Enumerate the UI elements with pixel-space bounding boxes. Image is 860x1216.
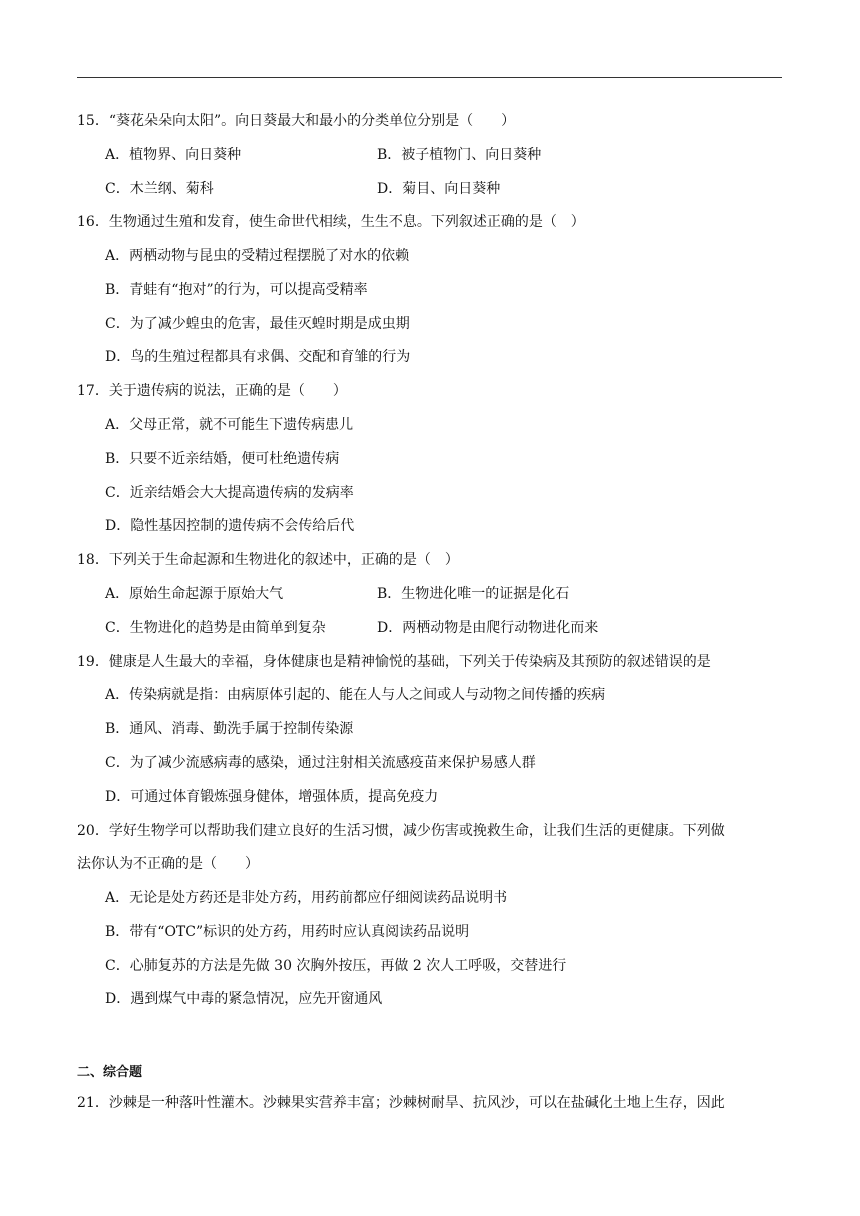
question-19-option-c: C．为了减少流感病毒的感染，通过注射相关流感疫苗来保护易感人群 [105,755,536,771]
question-20-stem-line1: 20．学好生物学可以帮助我们建立良好的生活习惯，减少伤害或挽救生命，让我们生活的更健康。下列做 [77,823,725,839]
section-heading: 二、综合题 [77,1065,143,1080]
question-21-stem-line1: 21．沙棘是一种落叶性灌木。沙棘果实营养丰富；沙棘树耐旱、抗风沙，可以在盐碱化土地上生存，因此 [77,1095,725,1111]
question-16-stem: 16．生物通过生殖和发育，使生命世代相续，生生不息。下列叙述正确的是（ ） [77,214,585,230]
header-rule [77,77,782,78]
question-18-stem: 18．下列关于生命起源和生物进化的叙述中，正确的是（ ） [77,552,459,568]
question-18-option-b: B．生物进化唯一的证据是化石 [377,586,570,602]
question-19-option-b: B．通风、消毒、勤洗手属于控制传染源 [105,721,354,737]
question-18-option-a: A．原始生命起源于原始大气 [105,586,284,602]
question-19-option-d: D．可通过体育锻炼强身健体，增强体质，提高免疫力 [105,789,439,805]
question-15-option-d: D．菊目、向日葵种 [377,181,501,197]
question-15-option-c: C．木兰纲、菊科 [105,181,214,197]
question-20-option-a: A．无论是处方药还是非处方药，用药前都应仔细阅读药品说明书 [105,890,508,906]
question-18-option-d: D．两栖动物是由爬行动物进化而来 [377,620,599,636]
question-18-option-c: C．生物进化的趋势是由简单到复杂 [105,620,326,636]
question-16-option-c: C．为了减少蝗虫的危害，最佳灭蝗时期是成虫期 [105,316,410,332]
question-20-option-c: C．心肺复苏的方法是先做 30 次胸外按压，再做 2 次人工呼吸，交替进行 [105,958,567,974]
question-17-stem: 17．关于遗传病的说法，正确的是（ ） [77,383,347,399]
question-20-option-d: D．遇到煤气中毒的紧急情况，应先开窗通风 [105,991,383,1007]
question-17-option-d: D．隐性基因控制的遗传病不会传给后代 [105,518,355,534]
question-19-option-a: A．传染病就是指：由病原体引起的、能在人与人之间或人与动物之间传播的疾病 [105,687,606,703]
question-17-option-b: B．只要不近亲结婚，便可杜绝遗传病 [105,451,340,467]
question-15-option-a: A．植物界、向日葵种 [105,147,242,163]
question-17-option-a: A．父母正常，就不可能生下遗传病患儿 [105,417,354,433]
question-15-option-b: B．被子植物门、向日葵种 [377,147,542,163]
question-16-option-b: B．青蛙有“抱对”的行为，可以提高受精率 [105,282,368,298]
question-20-stem-line2: 法你认为不正确的是（ ） [77,856,259,872]
question-15-stem: 15．“葵花朵朵向太阳”。向日葵最大和最小的分类单位分别是（ ） [77,113,516,129]
question-19-stem: 19．健康是人生最大的幸福，身体健康也是精神愉悦的基础，下列关于传染病及其预防的叙述错误的是 [77,654,711,670]
question-16-option-a: A．两栖动物与昆虫的受精过程摆脱了对水的依赖 [105,248,410,264]
question-17-option-c: C．近亲结婚会大大提高遗传病的发病率 [105,485,354,501]
question-20-option-b: B．带有“OTC”标识的处方药，用药时应认真阅读药品说明 [105,924,470,940]
question-16-option-d: D．鸟的生殖过程都具有求偶、交配和育雏的行为 [105,349,411,365]
